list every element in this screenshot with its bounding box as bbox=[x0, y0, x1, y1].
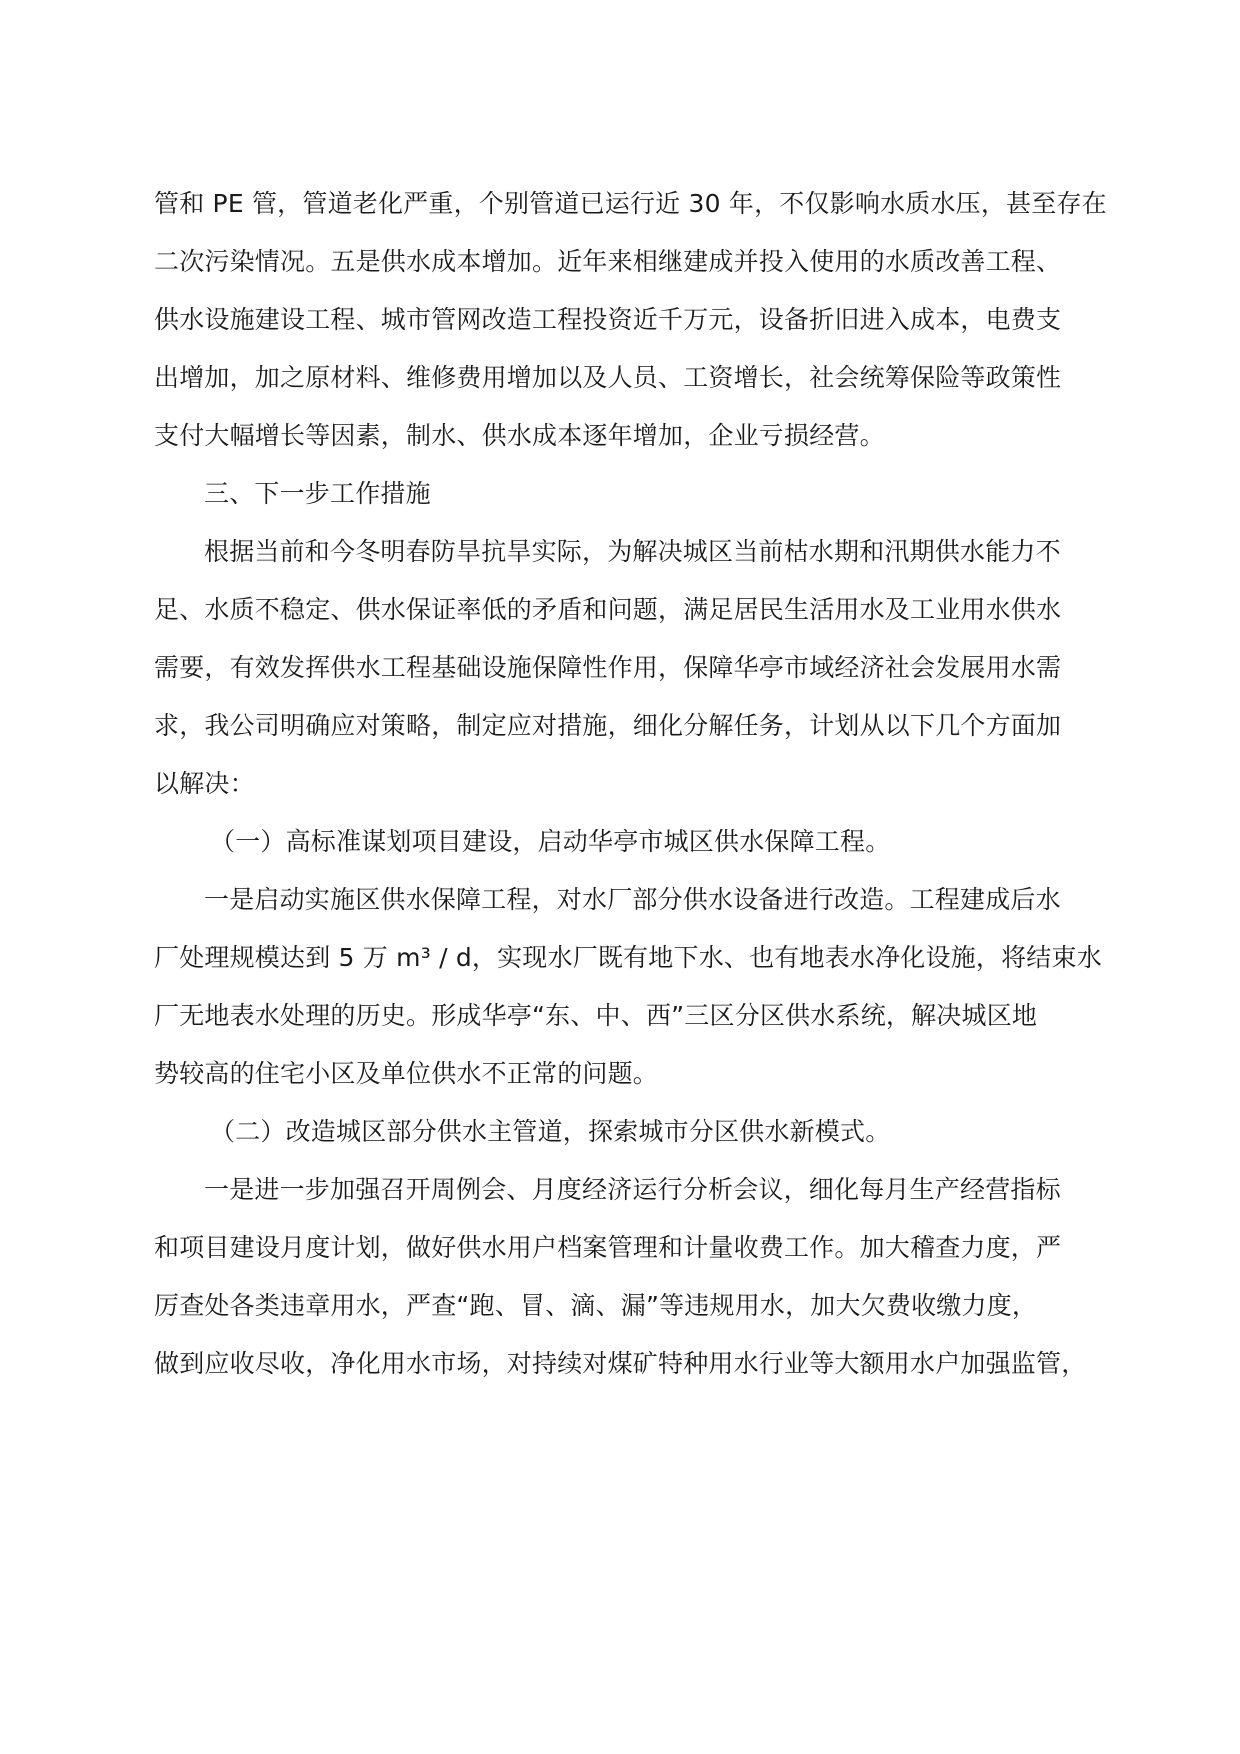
paragraph-line: 势较高的住宅小区及单位供水不正常的问题。 bbox=[154, 1059, 659, 1088]
paragraph-line: 二次污染情况。五是供水成本增加。近年来相继建成并投入使用的水质改善工程、 bbox=[154, 247, 1062, 276]
paragraph-line: 一是启动实施区供水保障工程，对水厂部分供水设备进行改造。工程建成后水 bbox=[204, 885, 1061, 914]
section-heading: 三、下一步工作措施 bbox=[204, 479, 431, 508]
paragraph-line: 供水设施建设工程、城市管网改造工程投资近千万元，设备折旧进入成本，电费支 bbox=[154, 305, 1062, 334]
paragraph-line: 一是进一步加强召开周例会、月度经济运行分析会议，细化每月生产经营指标 bbox=[204, 1175, 1061, 1204]
paragraph-line: 足、水质不稳定、供水保证率低的矛盾和问题，满足居民生活用水及工业用水供水 bbox=[154, 595, 1062, 624]
subsection-heading: （一）高标准谋划项目建设，启动华亭市城区供水保障工程。 bbox=[210, 827, 891, 856]
paragraph-line: 厉查处各类违章用水，严查“跑、冒、滴、漏”等违规用水，加大欠费收缴力度， bbox=[154, 1291, 1038, 1320]
paragraph-line: 出增加，加之原材料、维修费用增加以及人员、工资增长，社会统筹保险等政策性 bbox=[154, 363, 1062, 392]
paragraph-line: 厂无地表水处理的历史。形成华亭“东、中、西”三区分区供水系统，解决城区地 bbox=[154, 1001, 1038, 1030]
paragraph-line: 支付大幅增长等因素，制水、供水成本逐年增加，企业亏损经营。 bbox=[154, 421, 885, 450]
paragraph-line: 做到应收尽收，净化用水市场，对持续对煤矿特种用水行业等大额用水户加强监管， bbox=[154, 1349, 1087, 1378]
paragraph-line: 管和 PE 管，管道老化严重，个别管道已运行近 30 年，不仅影响水质水压，甚至存在 bbox=[154, 189, 1107, 218]
paragraph-line: 求，我公司明确应对策略，制定应对措施，细化分解任务，计划从以下几个方面加 bbox=[154, 711, 1062, 740]
paragraph-line: 和项目建设月度计划，做好供水用户档案管理和计量收费工作。加大稽查力度，严 bbox=[154, 1233, 1062, 1262]
paragraph-line: 厂处理规模达到 5 万 m³ / d，实现水厂既有地下水、也有地表水净化设施，将结束水 bbox=[154, 943, 1102, 972]
subsection-heading: （二）改造城区部分供水主管道，探索城市分区供水新模式。 bbox=[210, 1117, 891, 1146]
paragraph-line: 以解决： bbox=[154, 769, 255, 798]
paragraph-line: 根据当前和今冬明春防旱抗旱实际，为解决城区当前枯水期和汛期供水能力不 bbox=[204, 537, 1061, 566]
paragraph-line: 需要，有效发挥供水工程基础设施保障性作用，保障华亭市域经济社会发展用水需 bbox=[154, 653, 1062, 682]
